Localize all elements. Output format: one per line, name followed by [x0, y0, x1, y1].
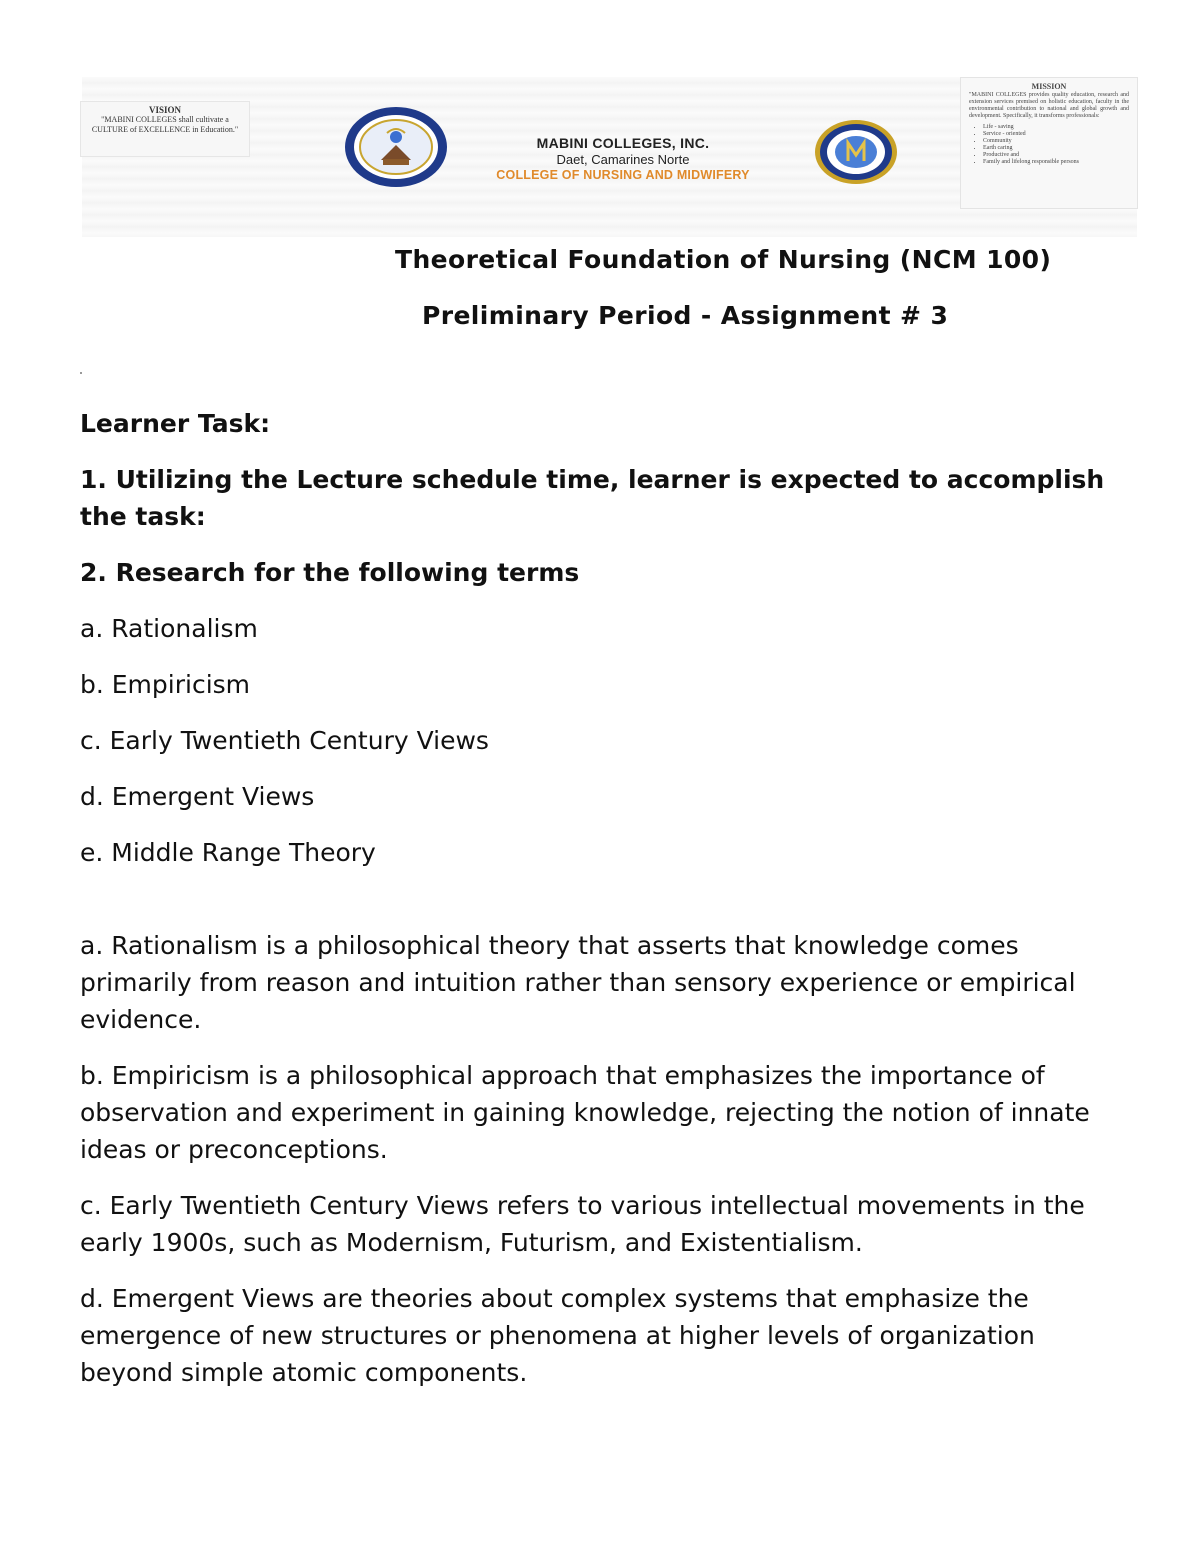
stray-dot	[80, 372, 82, 374]
mission-item: • Productive and	[983, 152, 1137, 159]
task-item-1: 1. Utilizing the Lecture schedule time, learner is expected to accomplish the task:	[80, 465, 1105, 531]
assignment-title: Preliminary Period - Assignment # 3	[422, 301, 949, 330]
mission-item: • Community	[983, 138, 1137, 145]
vision-box	[80, 101, 250, 157]
term-item: a. Rationalism	[80, 614, 258, 643]
college-name: MABINI COLLEGES, INC.	[536, 135, 710, 151]
mission-item: • Life - saving	[983, 124, 1137, 131]
college-header	[458, 135, 788, 182]
mission-title: MISSION	[1031, 82, 1067, 91]
nursing-college-seal-logo	[814, 119, 898, 185]
term-item: e. Middle Range Theory	[80, 838, 376, 867]
document-body	[80, 405, 1110, 1410]
college-department: COLLEGE OF NURSING AND MIDWIFERY	[496, 168, 750, 182]
letterhead	[70, 75, 1140, 240]
spacer	[80, 890, 1110, 927]
vision-text: "MABINI COLLEGES shall cultivate a CULTURE of EXCELLENCE in Education."	[91, 115, 239, 134]
task-item-2: 2. Research for the following terms	[80, 558, 580, 587]
mission-list	[983, 124, 1137, 166]
term-item: d. Emergent Views	[80, 782, 315, 811]
college-location: Daet, Camarines Norte	[556, 152, 690, 167]
mission-item: • Earth caring	[983, 145, 1137, 152]
course-title: Theoretical Foundation of Nursing (NCM 100)	[395, 245, 1052, 274]
answer-paragraph: b. Empiricism is a philosophical approach that emphasizes the importance of observation and experiment in gaining knowledge, rejecting the notion of innate ideas or preconceptions.	[80, 1061, 1090, 1164]
task-heading: Learner Task:	[80, 409, 271, 438]
answer-paragraph: d. Emergent Views are theories about complex systems that emphasize the emergence of new structures or phenomena at higher levels of organization beyond simple atomic components.	[80, 1284, 1035, 1387]
answer-paragraph: c. Early Twentieth Century Views refers to various intellectual movements in the early 1900s, such as Modernism, Futurism, and Existentialism.	[80, 1191, 1085, 1257]
term-item: b. Empiricism	[80, 670, 251, 699]
mission-item: • Family and lifelong responsible persons	[983, 159, 1137, 166]
vision-title: VISION	[148, 105, 181, 115]
mission-text: "MABINI COLLEGES provides quality education, research and extension services premised on holistic education, faculty in the environmental contribution to national and global growth and development. Specifically, it transforms professionals:	[969, 92, 1129, 119]
mabini-colleges-seal-logo	[343, 105, 449, 189]
mission-box	[960, 77, 1138, 209]
mission-item: • Service - oriented	[983, 131, 1137, 138]
answer-paragraph: a. Rationalism is a philosophical theory that asserts that knowledge comes primarily from reason and intuition rather than sensory experience or empirical evidence.	[80, 931, 1076, 1034]
term-item: c. Early Twentieth Century Views	[80, 726, 489, 755]
